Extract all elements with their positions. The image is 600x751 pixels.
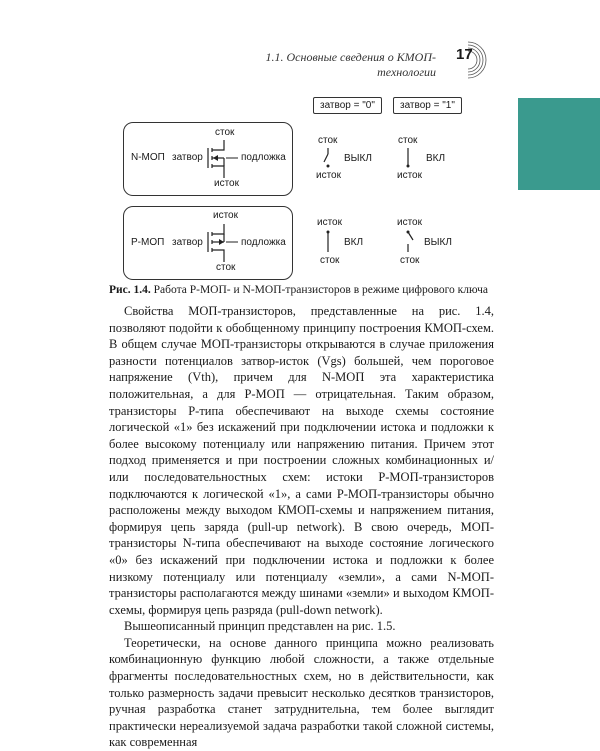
paragraph: Вышеописанный принцип представлен на рис. 1.5. <box>124 619 396 634</box>
figure-caption <box>109 284 504 296</box>
pmos-name: Р-МОП <box>131 237 165 248</box>
paragraph: Теоретически, на основе данного принципа можно реализовать комбинационную функцию любой сложности, а также отдельные фрагменты последовательностных схем, но в действительности, как только размерность задачи превысит несколько десятков транзисторов, ручная разработка станет затруднительна, тем более выглядит практически нереализуемой задача разработки такой сложной системы, как современная <box>109 635 494 750</box>
nmos-name: N-МОП <box>131 152 165 163</box>
pmos-switch-off-icon <box>402 228 416 254</box>
nmos-state1-top: сток <box>398 135 418 146</box>
pmos-state1-bottom: сток <box>400 255 420 266</box>
pmos-state0-top: исток <box>317 217 342 228</box>
pmos-state1-top: исток <box>397 217 422 228</box>
nmos-transistor-symbol <box>200 138 245 180</box>
nmos-switch-off-icon <box>322 146 334 170</box>
page-number: 17 <box>456 46 473 63</box>
nmos-switch-on-icon <box>402 146 414 170</box>
nmos-state1-bottom: исток <box>397 170 422 181</box>
gate-0-label: затвор = "0" <box>313 97 382 114</box>
pmos-top-label: исток <box>213 210 238 221</box>
pmos-state0-value: ВКЛ <box>344 237 364 248</box>
pmos-transistor-symbol <box>200 222 245 264</box>
paragraph: Свойства МОП-транзисторов, представленные на рис. 1.4, позволяют подойти к обобщенному принципу построения КМОП-схем. В общем случае МОП-транзисторы открываются в случае приложения разности потенциалов затвор-исток (Vgs) большей, чем пороговое напряжение (Vth), причем для N-МОП эта характеристика положительная, а для Р-МОП — отрицательная. Таким образом, транзисторы Р-типа обеспечивают на выходе схемы состояние логической «1» без искажений при подключении истока и подложки к более высокому потенциалу или напряжению питания. Причем этот подход применяется и при построении сложных комбинационных и/или последовательностных схем: истоки Р-МОП-транзисторов подключаются к логической «1», а сами Р-МОП-транзисторы обычно расположены между выходом КМОП-схемы и напряжением питания, формируя цепь заряда (pull-up network). В свою очередь, МОП-транзисторы N-типа обеспечивают на выходе состояние логического «0» без искажений при подключении истока и подложки к более низкому потенциалу или потенциалу «земли», а сами N-МОП-транзисторы располагаются между шинами «земли» и выходом КМОП-схемы, формируя цепь разряда (pull-down network). <box>109 304 494 617</box>
pmos-gate-label: затвор <box>172 237 203 248</box>
running-title: 1.1. Основные сведения о КМОП-технологии <box>265 50 436 79</box>
pmos-switch-on-icon <box>322 228 334 254</box>
pmos-state0-bottom: сток <box>320 255 340 266</box>
nmos-state0-value: ВЫКЛ <box>344 153 372 164</box>
nmos-state0-top: сток <box>318 135 338 146</box>
pmos-bottom-label: сток <box>216 262 236 273</box>
pmos-state1-value: ВЫКЛ <box>424 237 452 248</box>
pmos-substrate-label: подложка <box>241 237 286 248</box>
caption-text: Работа Р-МОП- и N-МОП-транзисторов в режиме цифрового ключа <box>150 284 489 296</box>
body-text <box>109 303 494 751</box>
chapter-tab <box>518 98 600 190</box>
nmos-top-label: сток <box>215 127 235 138</box>
nmos-state1-value: ВКЛ <box>426 153 446 164</box>
gate-1-label: затвор = "1" <box>393 97 462 114</box>
nmos-substrate-label: подложка <box>241 152 286 163</box>
caption-label: Рис. 1.4. <box>109 284 151 296</box>
nmos-gate-label: затвор <box>172 152 203 163</box>
nmos-bottom-label: исток <box>214 178 239 189</box>
nmos-state0-bottom: исток <box>316 170 341 181</box>
